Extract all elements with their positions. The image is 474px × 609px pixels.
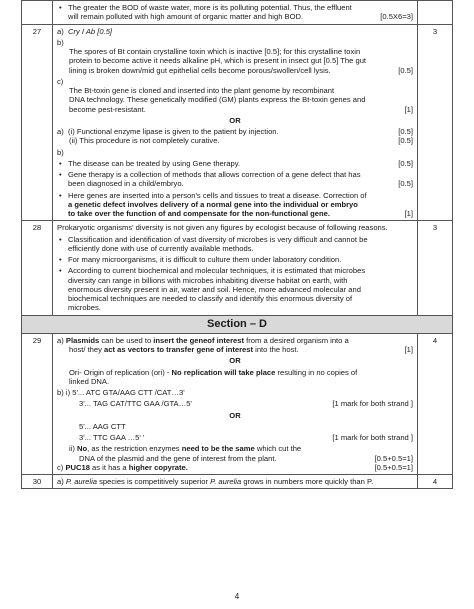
question-number-cell: [22, 1, 53, 25]
page-number: 4: [234, 592, 240, 601]
dna-strand: 3'... TTC GAA …5' ': [79, 433, 145, 443]
q27-b-answer: The spores of Bt contain crystalline toxin which is inactive [0.5]; for this crystalline toxin protein to become active it needs alkaline pH, which is present in insect gut [0.5] The gut lining is broken down/mid gut epithelial cells become porous/swollen/cell lysis. [0.5]: [69, 47, 413, 75]
or-separator: OR: [229, 115, 241, 125]
q27-a-answer: Cry I Ab [0.5]: [68, 26, 113, 36]
or-separator: OR: [229, 410, 241, 420]
q26-text-line-1: • The greater the BOD of waste water, more is its polluting potential. Thus, the effluent: [68, 3, 352, 12]
q27-c-answer: The Bt-toxin gene is cloned and inserted into the plant genome by recombinant DNA technology. These genetically modified (GM) plants express the Bt-toxin genes and become pest-resistant. [1]: [69, 86, 413, 114]
question-number: 27: [22, 24, 53, 221]
section-header-row: [22, 315, 453, 333]
question-number: 29: [22, 333, 53, 474]
q26-marks: [0.5X6=3]: [380, 12, 413, 22]
question-29-row: 29 a) Plasmids can be used to insert the geneof interest from a desired organism into a host/ they act as vectors to transfer gene of interest into the host. [1] OR Ori- Origin of replication (ori) - No replication will take place resulting in no copies of linked DNA. b) i) 5'... ATC GTA/AAG CTT /CAT…3' 3'... TAG CAT/TTC GAA /GTA…5' [1 mark for both strand ] OR 5'... AAG CTT 3'... TTC GAA …5' ' [1 mark for both strand ] ii) No, as the restriction enzymes need to be the same which cut the DNA of the plasmid and the gene of interest from the plant. [0.5+0.5=1] c) PUC18 as it has a higher copyrate. [0.5+0.5=1] 4: [22, 333, 453, 474]
total-marks: 3: [418, 24, 453, 221]
question-26-row: [22, 1, 453, 25]
question-28-row: 28 Prokaryotic organisms' diversity is not given any figures by ecologist because of following reasons. • Classification and identification of vast diversity of microbes is very difficult and cannot be efficiently done with use of currently available methods. • For many microorganisms, it is difficult to culture them under laboratory condition. • According to current biochemical and molecular techniques, it is estimated that microbes diversity can range in billions with microbes inhabiting diverse habitat on earth, with enormous diversity present in air, water and soil. Hence, more advanced molecular and biochemical techniques are needed to classify and identify this enormous diversity of microbes. 3: [22, 221, 453, 315]
dna-strand: 5'... AAG CTT: [79, 421, 126, 431]
or-separator: OR: [229, 356, 241, 366]
section-title: Section – D: [22, 315, 453, 333]
question-27-row: 27 a) Cry I Ab [0.5] b) The spores of Bt contain crystalline toxin which is inactive [0.5]; for this crystalline toxin protein to become active it needs alkaline pH, which is present in insect gut [0.5] The gut lining is broken down/mid gut epithelial cells become porous/swollen/cell lysis. [0.5] c) The Bt-toxin gene is cloned and inserted into the plant genome by recombinant DNA technology. These genetically modified (GM) plants express the Bt-toxin genes and become pest-resistant. [1] OR a) (i) Functional enzyme lipase is given to the patient by injection. [0.5] (ii) This procedure is not completely curative. [0.5] b) • The disease can be treated by using Gene therapy. [0.5] • Gene therapy is a collection of methods that allows correction of a gene defect that has been diagnosed in a child/embryo. [0.5] • Here genes are inserted into a person's cells and tissues to treat a disease. Correction of a genetic defect involves delivery of a normal gene into the individual or embryo to take over the function of and compensate for the non-functional gene. [1] 3: [22, 24, 453, 221]
total-marks: 4: [418, 333, 453, 474]
question-number: 30: [22, 475, 53, 489]
marks-cell: [418, 1, 453, 25]
q26-text-line-2: will remain polluted with high amount of organic matter and high BOD.: [68, 12, 304, 22]
marking-scheme-table: [21, 0, 453, 489]
question-30-row: 30 a) P. aurelia species is competitively superior P. aurelia grows in numbers more quickly than P. 4: [22, 475, 453, 489]
question-number: 28: [22, 221, 53, 315]
dna-strand: 5'... ATC GTA/AAG CTT /CAT…3': [72, 388, 185, 398]
total-marks: 3: [418, 221, 453, 315]
total-marks: 4: [418, 475, 453, 489]
dna-strand: 3'... TAG CAT/TTC GAA /GTA…5': [79, 399, 192, 409]
